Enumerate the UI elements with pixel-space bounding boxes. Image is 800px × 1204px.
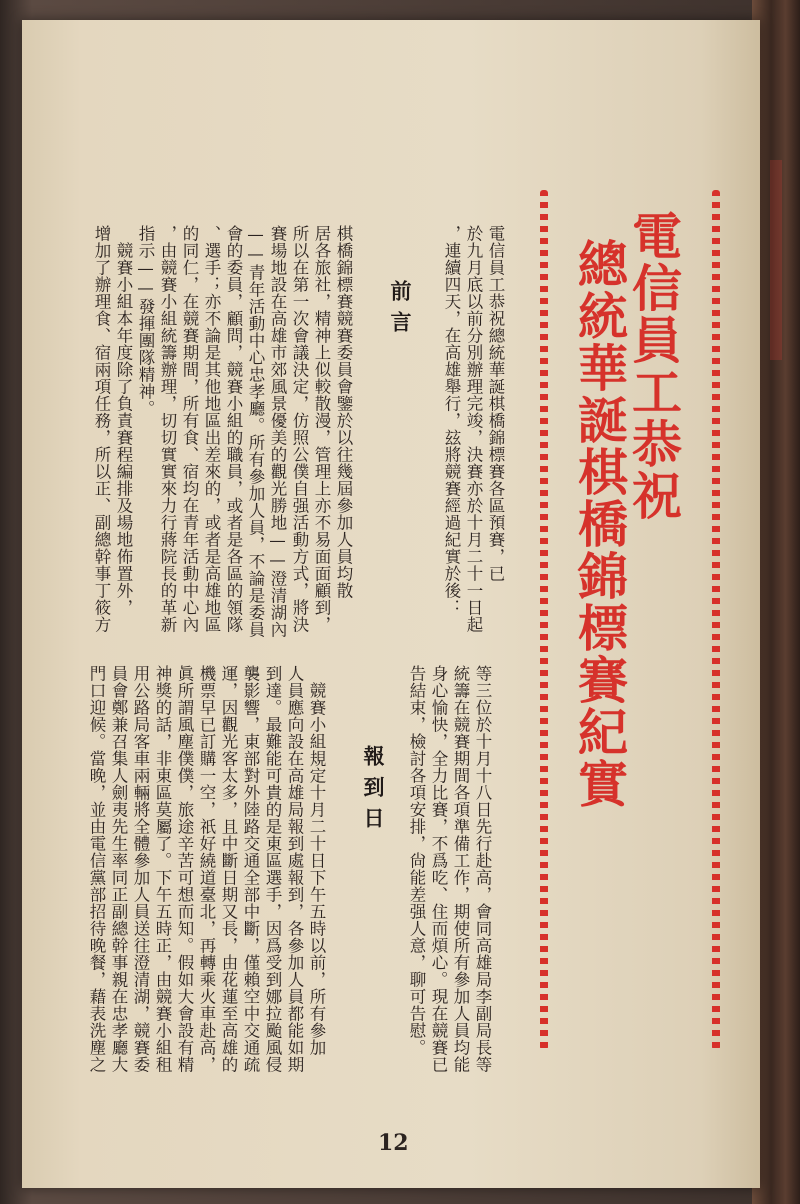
registration-line: 用公路局客車兩輛將全體參加人員送往澄清湖，競賽委	[131, 665, 150, 1073]
preface-line: 會的委員，顧問，競賽小組的職員，或者是各區的領隊	[224, 225, 243, 633]
preface-heading: 前言	[388, 280, 413, 342]
spine-mark	[770, 160, 782, 360]
preface-line: 居各旅社，精神上似較散漫，管理上亦不易面面顧到，	[312, 225, 331, 633]
registration-line: 到達。最難能可貴的是東區選手，因爲受到娜拉颱風侵	[263, 665, 282, 1073]
registration-line: 襲影響，東部對外陸路交通全部中斷，僅賴空中交通疏	[241, 665, 260, 1073]
title-part-2: 總統華誕棋橋錦標賽紀實	[570, 238, 629, 810]
continuation-line: 統籌在競賽期間各項準備工作，期使所有參加人員均能	[451, 665, 470, 1073]
title-border-right	[712, 190, 720, 1050]
intro-paragraph	[440, 225, 506, 655]
preface-line: 的同仁，在競賽期間，所有食、宿均在青年活動中心內	[180, 225, 199, 633]
preface-paragraph	[90, 225, 354, 655]
registration-line: 神獎的話，非東區莫屬了。下午五時正，由競賽小組租	[153, 665, 172, 1073]
registration-paragraph	[85, 665, 327, 1105]
intro-line: 電信員工恭祝總統華誕棋橋錦標賽各區預賽，已	[486, 225, 505, 582]
title-part-1: 電信員工恭祝	[624, 210, 683, 522]
registration-line: 機票早已訂購一空，祇好繞道臺北，再轉乘火車赴高，	[197, 665, 216, 1073]
registration-heading: 報到日	[361, 745, 386, 838]
registration-line: 競賽小組規定十月二十日下午五時以前，所有參加	[307, 665, 326, 1056]
title-border-left	[540, 190, 548, 1050]
continuation-line: 等三位於十月十八日先行赴高，會同高雄局李副局長等	[473, 665, 492, 1073]
registration-line: 員會鄭兼召集人劍夷先生率同正副總幹事親在忠孝廳大	[109, 665, 128, 1073]
continuation-paragraph	[405, 665, 493, 1105]
registration-line: 人員應向設在高雄局報到處報到，各參加人員都能如期	[285, 665, 304, 1073]
preface-line: 競賽小組本年度除了負責賽程編排及場地佈置外，	[114, 225, 133, 616]
preface-line: ，由競賽小組統籌辦理，切切實實來力行蔣院長的革新	[158, 225, 177, 633]
registration-line: 眞所謂風塵僕僕，旅途辛苦可想而知。假如大會設有精	[175, 665, 194, 1073]
preface-line: 指示——發揮團隊精神。	[136, 225, 155, 417]
preface-line: 棋橋錦標賽競賽委員會鑒於以往幾屆參加人員均散	[334, 225, 353, 599]
continuation-line: 身心愉快，全力比賽，不爲吃、住而煩心。現在競賽已	[429, 665, 448, 1073]
title-block	[540, 190, 720, 1050]
article-title	[570, 210, 683, 1030]
page-number: 12	[378, 1130, 409, 1156]
preface-line: 所以在第一次會議決定，仿照公僕自强活動方式，將決	[290, 225, 309, 633]
continuation-line: 告結束，檢討各項安排，尙能差强人意，聊可告慰。	[407, 665, 426, 1056]
intro-line: 於九月底以前分別辦理完竣，決賽亦於十月二十一日起	[464, 225, 483, 633]
preface-line: 、選手；亦不論是其他地區出差來的，或者是高雄地區	[202, 225, 221, 633]
intro-line: ，連續四天，在高雄舉行，玆將競賽經過紀實於後：	[442, 225, 461, 616]
registration-line: 門口迎候。當晚，並由電信黨部招待晚餐，藉表洗塵之	[87, 665, 106, 1073]
preface-line: 增加了辦理食、宿兩項任務，所以正、副總幹事丁筱方	[92, 225, 111, 633]
registration-line: 運，因觀光客太多，且中斷日期又長，由花蓮至高雄的	[219, 665, 238, 1073]
preface-line: ——青年活動中心忠孝廳。所有參加人員，不論是委員	[246, 225, 265, 638]
preface-line: 賽場地設在高雄市郊風景優美的觀光勝地——澄清湖內	[268, 225, 287, 638]
